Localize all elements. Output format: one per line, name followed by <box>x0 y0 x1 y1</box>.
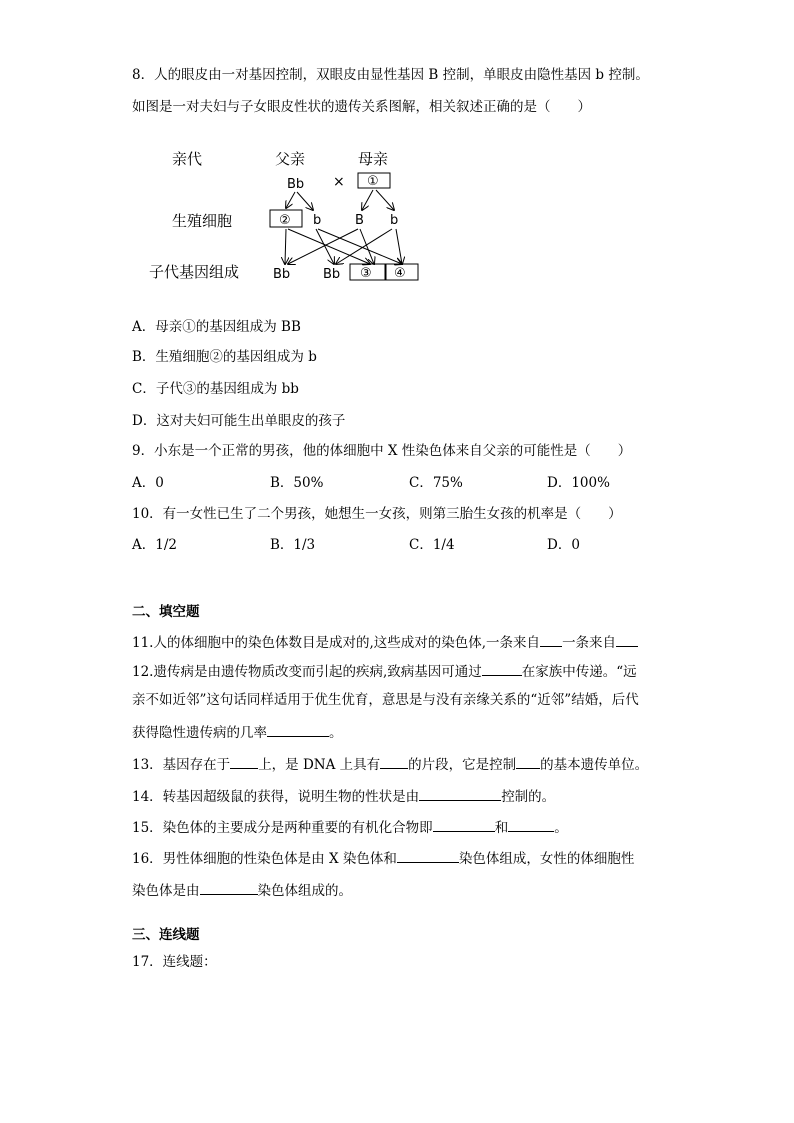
q15-text-a: 15．染色体的主要成分是两种重要的有机化合物即 <box>132 820 433 836</box>
q17-stem: 17．连线题： <box>132 954 217 970</box>
q13-text-c: 的片段，它是控制 <box>408 757 517 773</box>
arrow-B-to-off3 <box>360 229 374 264</box>
arrow-B-to-off1 <box>288 229 358 264</box>
q12-text-e: 。 <box>329 725 343 741</box>
q14-text-a: 14．转基因超级鼠的获得，说明生物的性状是由 <box>132 789 420 805</box>
q16-text-b: 染色体组成，女性的体细胞性 <box>458 851 635 867</box>
q12-text-a: 12.遗传病是由遗传物质改变而引起的疾病,致病基因可通过 <box>132 664 482 680</box>
arrow-2-to-off3 <box>288 229 370 264</box>
q16-text-a: 16．男性体细胞的性染色体是由 X 染色体和 <box>132 851 397 867</box>
q12-line2: 亲不如近邻”这句话同样适用于优生优育，意思是与没有亲缘关系的“近邻”结婚，后代 <box>132 692 639 708</box>
q11-text-a: 11.人的体细胞中的染色体数目是成对的,这些成对的染色体,一条来自 <box>132 635 541 651</box>
inheritance-diagram <box>140 140 440 285</box>
offspring-3: ③ <box>360 266 372 281</box>
q10-option-b: B．1/3 <box>270 537 316 553</box>
q12-text-b: 在家族中传递。“远 <box>521 664 637 680</box>
q9-stem: 9．小东是一个正常的男孩，他的体细胞中 X 性染色体来自父亲的可能性是（ ） <box>132 443 632 459</box>
mother-genotype-unknown: ① <box>367 174 379 189</box>
q16-text-d: 染色体组成的。 <box>257 883 352 899</box>
q8-option-c: C．子代③的基因组成为 bb <box>132 381 299 397</box>
q10-option-d: D．0 <box>547 537 580 553</box>
q14 <box>132 786 555 806</box>
q14-text-b: 控制的。 <box>501 789 556 805</box>
q9-option-d: D．100% <box>547 475 610 491</box>
arrow-b-to-off4 <box>318 229 402 264</box>
q12-line1 <box>132 661 637 681</box>
q10-option-c: C．1/4 <box>409 537 455 553</box>
q16-line1 <box>132 848 634 868</box>
q9-option-a: A．0 <box>132 475 164 491</box>
q13-blank-3[interactable] <box>516 754 540 769</box>
arrow-father-to-b <box>297 192 313 210</box>
label-parent-generation: 亲代 <box>172 150 203 168</box>
gamete-unknown: ② <box>279 213 291 228</box>
q16-blank-1[interactable] <box>397 848 459 863</box>
q13-text-d: 的基本遗传单位。 <box>540 757 649 773</box>
q13-blank-1[interactable] <box>230 754 258 769</box>
arrow-mother-to-B <box>362 190 373 210</box>
q8-stem-line1: 8．人的眼皮由一对基因控制，双眼皮由显性基因 B 控制，单眼皮由隐性基因 b 控制。 <box>132 67 649 83</box>
q8-option-d: D．这对夫妇可能生出单眼皮的孩子 <box>132 413 346 429</box>
q8-option-a: A．母亲①的基因组成为 BB <box>132 319 301 335</box>
q16-blank-2[interactable] <box>200 880 258 895</box>
q9-option-c: C．75% <box>409 475 463 491</box>
q13-blank-2[interactable] <box>380 754 408 769</box>
q11 <box>132 632 638 652</box>
arrow-mother-to-b <box>376 190 394 210</box>
q15 <box>132 817 568 837</box>
q15-blank-2[interactable] <box>508 817 554 832</box>
q13-text-a: 13．基因存在于 <box>132 757 231 773</box>
arrow-father-to-gamete2 <box>286 192 295 208</box>
cross-symbol: × <box>333 174 345 190</box>
section-fill-in-heading: 二、填空题 <box>132 604 200 620</box>
q11-text-b: 一条来自 <box>562 635 617 651</box>
father-genotype: Bb <box>287 177 305 192</box>
label-gametes: 生殖细胞 <box>172 212 233 230</box>
q16-line2 <box>132 880 352 900</box>
arrow-2-to-off1 <box>285 229 286 264</box>
offspring-2: Bb <box>323 267 341 282</box>
q11-blank-2[interactable] <box>616 632 638 647</box>
offspring-1: Bb <box>273 267 291 282</box>
q12-blank-2[interactable] <box>267 722 329 737</box>
q14-blank-1[interactable] <box>419 786 501 801</box>
section-matching-heading: 三、连线题 <box>132 927 200 943</box>
q16-text-c: 染色体是由 <box>132 883 200 899</box>
father-gamete-b: b <box>313 213 322 228</box>
offspring-4: ④ <box>394 266 406 281</box>
q10-stem: 10．有一女性已生了二个男孩，她想生一女孩，则第三胎生女孩的机率是（ ） <box>132 506 622 522</box>
q15-text-b: 和 <box>494 820 509 836</box>
q13 <box>132 754 648 774</box>
q11-blank-1[interactable] <box>540 632 562 647</box>
arrow-b2-to-off4 <box>396 229 402 264</box>
label-father: 父亲 <box>275 150 306 168</box>
q8-option-b: B．生殖细胞②的基因组成为 b <box>132 349 317 365</box>
q8-stem-line2: 如图是一对夫妇与子女眼皮性状的遗传关系图解，相关叙述正确的是（ ） <box>132 99 591 115</box>
q12-text-d: 获得隐性遗传病的几率 <box>132 725 267 741</box>
q15-text-c: 。 <box>554 820 568 836</box>
q15-blank-1[interactable] <box>433 817 495 832</box>
label-offspring-genotype: 子代基因组成 <box>149 263 240 281</box>
mother-gamete-B: B <box>355 213 364 228</box>
q12-line3 <box>132 722 343 742</box>
q10-option-a: A．1/2 <box>132 537 177 553</box>
arrow-b2-to-off2 <box>336 229 392 264</box>
mother-gamete-b: b <box>390 213 399 228</box>
label-mother: 母亲 <box>358 150 389 168</box>
q9-option-b: B．50% <box>270 475 324 491</box>
q12-blank-1[interactable] <box>482 661 522 676</box>
q13-text-b: 上，是 DNA 上具有 <box>258 757 381 773</box>
